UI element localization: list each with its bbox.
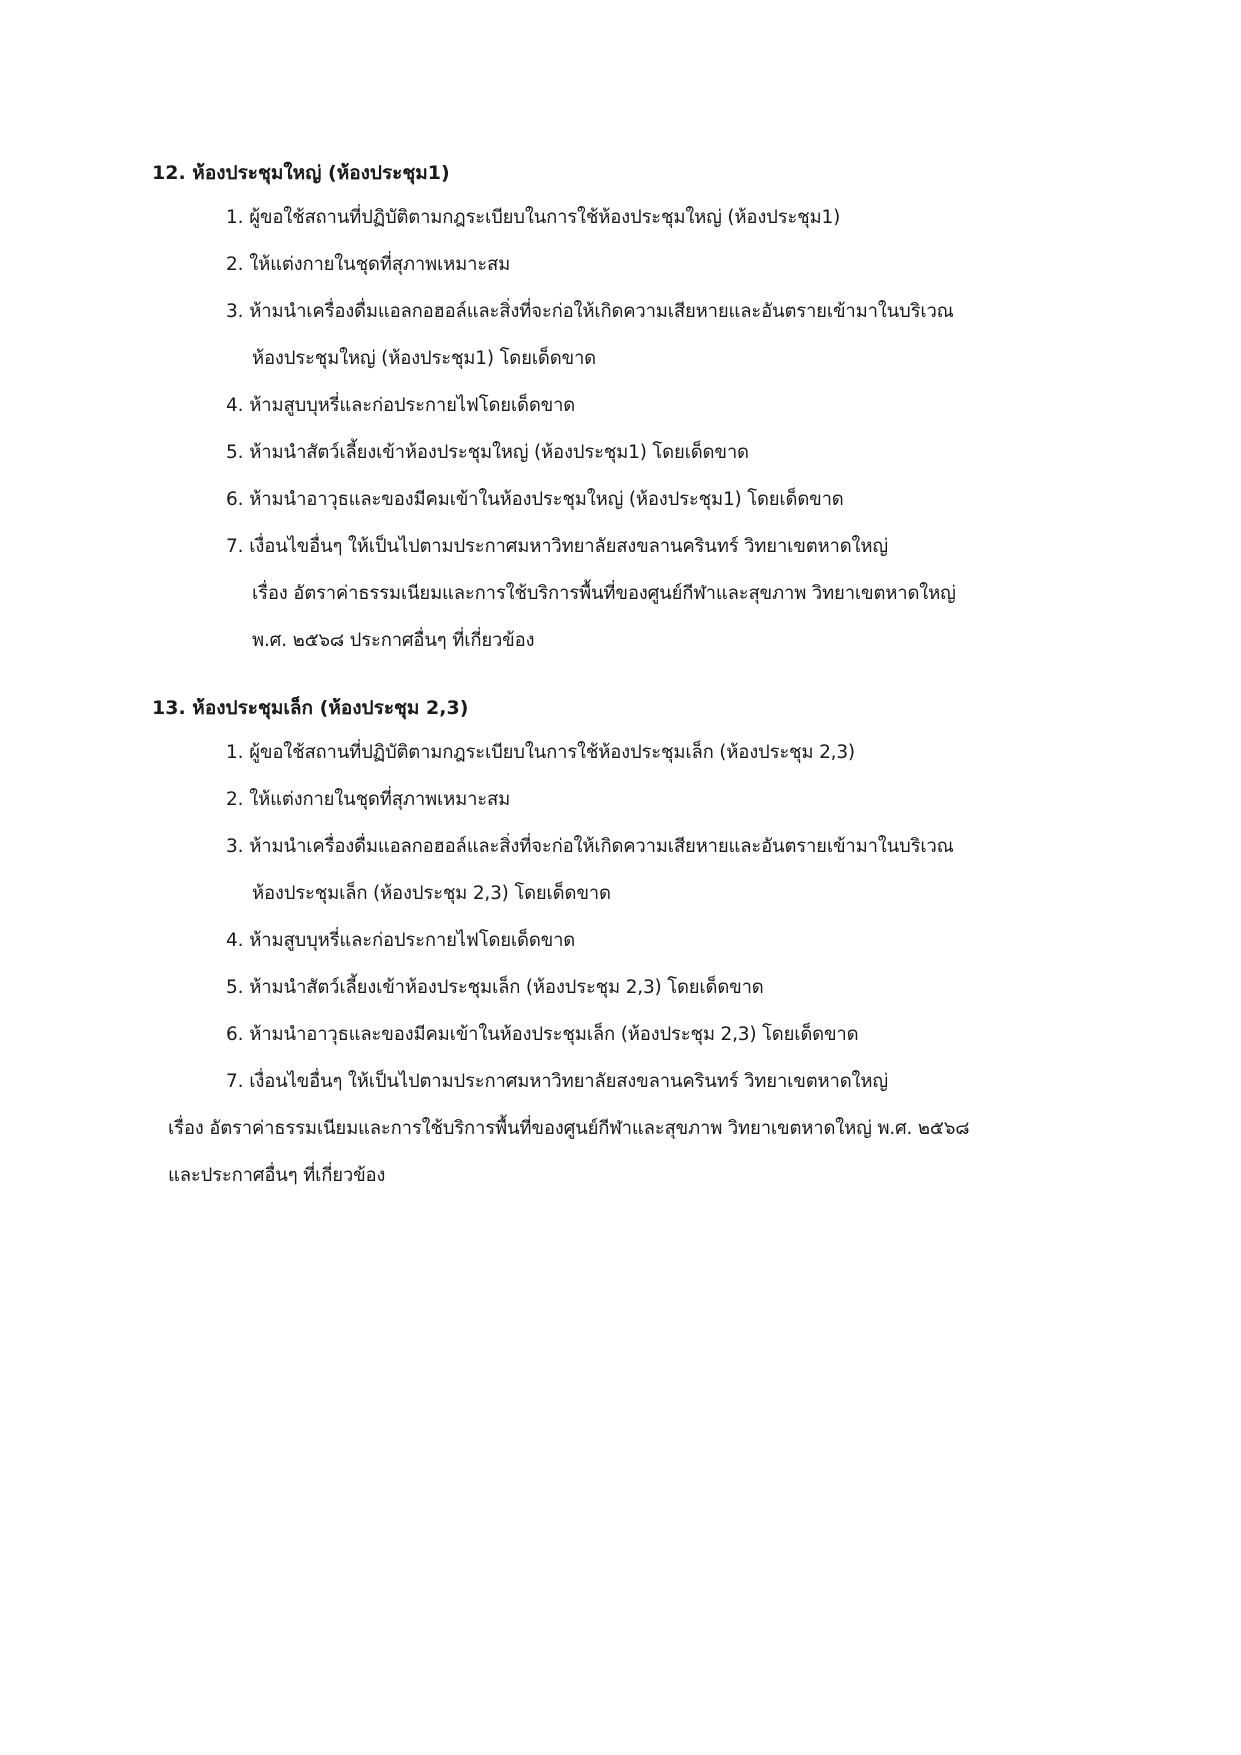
rule-item <box>226 438 749 467</box>
item-number: 3. <box>226 301 244 322</box>
item-text: ให้แต่งกายในชุดที่สุภาพเหมาะสม <box>249 254 511 275</box>
item-number: 4. <box>226 930 244 951</box>
rule-item <box>226 832 954 861</box>
item-text: ห้ามนำสัตว์เลี้ยงเข้าห้องประชุมเล็ก (ห้องประชุม 2,3) โดยเด็ดขาด <box>249 977 764 998</box>
rule-item <box>226 1020 858 1049</box>
item-text: ผู้ขอใช้สถานที่ปฏิบัติตามกฎระเบียบในการใช้ห้องประชุมเล็ก (ห้องประชุม 2,3) <box>249 742 855 763</box>
rule-item <box>226 973 764 1002</box>
rule-item-continuation: เรื่อง อัตราค่าธรรมเนียมและการใช้บริการพื้นที่ของศูนย์กีฬาและสุขภาพ วิทยาเขตหาดใหญ่ <box>252 583 956 604</box>
item-text: เงื่อนไขอื่นๆ ให้เป็นไปตามประกาศมหาวิทยาลัยสงขลานครินทร์ วิทยาเขตหาดใหญ่ <box>249 536 888 557</box>
item-number: 3. <box>226 836 244 857</box>
rule-item-continuation: เรื่อง อัตราค่าธรรมเนียมและการใช้บริการพื้นที่ของศูนย์กีฬาและสุขภาพ วิทยาเขตหาดใหญ่ พ.ศ. ๒๕๖๘ <box>168 1118 970 1139</box>
item-number: 1. <box>226 742 244 763</box>
item-number: 7. <box>226 536 244 557</box>
item-number: 5. <box>226 442 244 463</box>
rule-item <box>226 1067 888 1096</box>
rule-item-continuation: ห้องประชุมเล็ก (ห้องประชุม 2,3) โดยเด็ดขาด <box>252 883 611 904</box>
item-text: ห้ามนำอาวุธและของมีคมเข้าในห้องประชุมใหญ่ (ห้องประชุม1) โดยเด็ดขาด <box>249 489 844 510</box>
item-number: 1. <box>226 207 244 228</box>
item-text: ห้ามนำเครื่องดื่มแอลกอฮอล์และสิ่งที่จะก่อให้เกิดความเสียหายและอันตรายเข้ามาในบริเวณ <box>249 836 954 857</box>
item-text: ห้ามนำอาวุธและของมีคมเข้าในห้องประชุมเล็ก (ห้องประชุม 2,3) โดยเด็ดขาด <box>249 1024 859 1045</box>
rule-item <box>226 391 575 420</box>
item-number: 2. <box>226 254 244 275</box>
section-title: ห้องประชุมใหญ่ (ห้องประชุม1) <box>192 162 450 184</box>
item-number: 6. <box>226 1024 244 1045</box>
rule-item <box>226 250 510 279</box>
item-text: ผู้ขอใช้สถานที่ปฏิบัติตามกฎระเบียบในการใช้ห้องประชุมใหญ่ (ห้องประชุม1) <box>249 207 841 228</box>
item-text: ห้ามนำสัตว์เลี้ยงเข้าห้องประชุมใหญ่ (ห้องประชุม1) โดยเด็ดขาด <box>249 442 749 463</box>
item-text: เงื่อนไขอื่นๆ ให้เป็นไปตามประกาศมหาวิทยาลัยสงขลานครินทร์ วิทยาเขตหาดใหญ่ <box>249 1071 888 1092</box>
section-heading-13 <box>152 693 468 723</box>
section-heading-12 <box>152 158 450 188</box>
rule-item <box>226 738 855 767</box>
item-number: 5. <box>226 977 244 998</box>
item-number: 7. <box>226 1071 244 1092</box>
item-number: 4. <box>226 395 244 416</box>
rule-item <box>226 532 888 561</box>
item-number: 2. <box>226 789 244 810</box>
item-text: ห้ามสูบบุหรี่และก่อประกายไฟโดยเด็ดขาด <box>249 395 576 416</box>
rule-item <box>226 785 510 814</box>
rule-item <box>226 297 954 326</box>
item-text: ให้แต่งกายในชุดที่สุภาพเหมาะสม <box>249 789 511 810</box>
item-number: 6. <box>226 489 244 510</box>
rule-item-continuation: และประกาศอื่นๆ ที่เกี่ยวข้อง <box>168 1165 386 1186</box>
section-number: 13. <box>152 697 186 719</box>
rule-item-continuation: ห้องประชุมใหญ่ (ห้องประชุม1) โดยเด็ดขาด <box>252 348 596 369</box>
rule-item-continuation: พ.ศ. ๒๕๖๘ ประกาศอื่นๆ ที่เกี่ยวข้อง <box>252 630 535 651</box>
rule-item <box>226 485 844 514</box>
rule-item <box>226 926 575 955</box>
item-text: ห้ามสูบบุหรี่และก่อประกายไฟโดยเด็ดขาด <box>249 930 576 951</box>
section-title: ห้องประชุมเล็ก (ห้องประชุม 2,3) <box>192 697 469 719</box>
item-text: ห้ามนำเครื่องดื่มแอลกอฮอล์และสิ่งที่จะก่อให้เกิดความเสียหายและอันตรายเข้ามาในบริเวณ <box>249 301 954 322</box>
section-number: 12. <box>152 162 186 184</box>
rule-item <box>226 203 840 232</box>
